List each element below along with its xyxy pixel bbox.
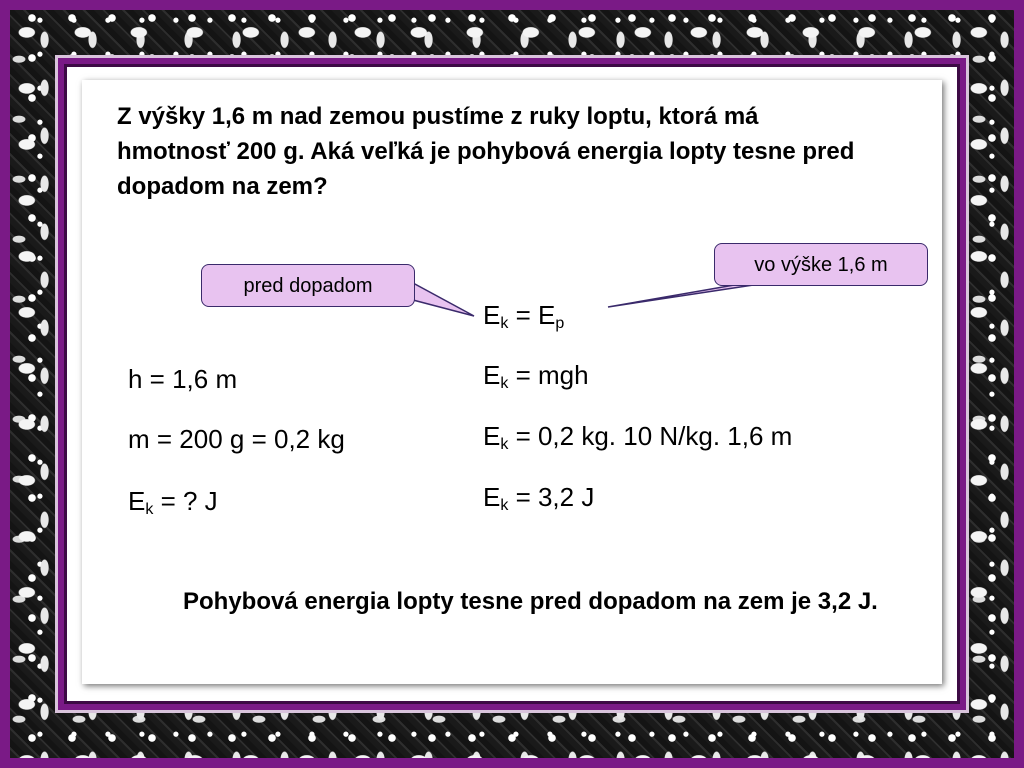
callout-right-tail: [608, 284, 760, 307]
subscript: k: [500, 375, 509, 392]
callout-vo-vyske: vo výške 1,6 m: [714, 243, 928, 286]
symbol: E: [483, 360, 501, 390]
conclusion-statement: Pohybová energia lopty tesne pred dopadom na zem je 3,2 J.: [183, 588, 878, 615]
solution-line-1: [483, 300, 564, 331]
solution-line-2: [483, 360, 589, 391]
equals-ep: = E: [508, 300, 556, 330]
subscript: k: [145, 501, 154, 518]
substitution: = 0,2 kg. 10 N/kg. 1,6 m: [508, 421, 793, 451]
callout-left-tail: [413, 283, 474, 316]
symbol: E: [483, 300, 501, 330]
value: = ? J: [153, 486, 218, 516]
problem-statement: Z výšky 1,6 m nad zemou pustíme z ruky loptu, ktorá má hmotnosť 200 g. Aká veľká je pohybová energia lopty tesne pred dopadom na zem?: [117, 103, 855, 200]
given-mass: m = 200 g = 0,2 kg: [128, 424, 345, 454]
subscript: p: [555, 315, 565, 332]
callout-pred-dopadom: pred dopadom: [201, 264, 415, 307]
given-unknown-energy: [128, 486, 218, 517]
formula: = mgh: [508, 360, 589, 390]
result: = 3,2 J: [508, 482, 595, 512]
subscript: k: [500, 315, 509, 332]
symbol: E: [483, 421, 501, 451]
symbol: E: [128, 486, 146, 516]
symbol: E: [483, 482, 501, 512]
solution-line-4: [483, 482, 594, 513]
subscript: k: [500, 436, 509, 453]
given-height: h = 1,6 m: [128, 364, 238, 394]
subscript: k: [500, 497, 509, 514]
solution-line-3: [483, 421, 792, 452]
